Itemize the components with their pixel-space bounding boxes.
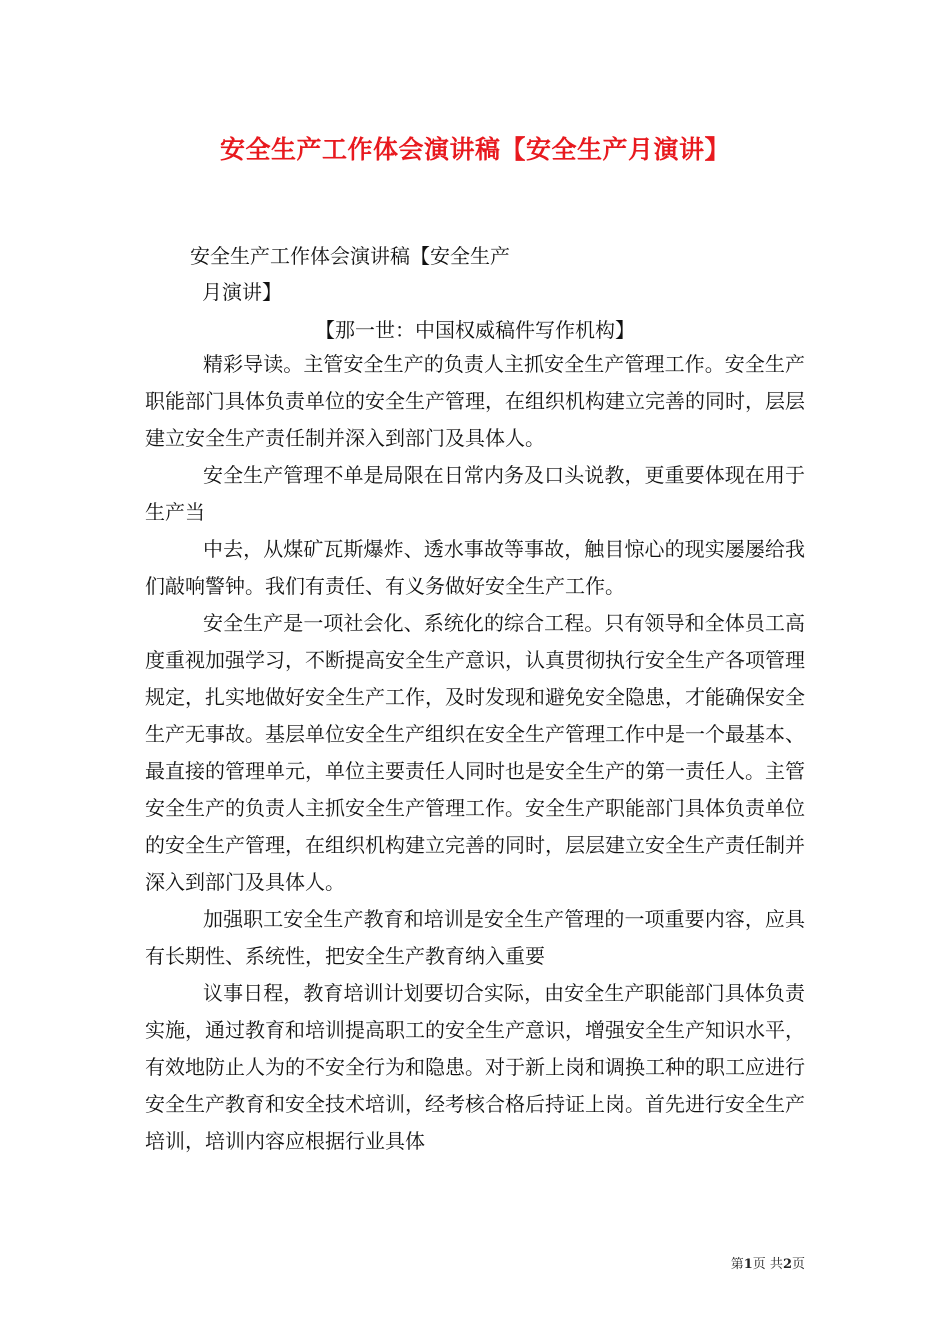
body-paragraph: 议事日程，教育培训计划要切合实际，由安全生产职能部门具体负责实施，通过教育和培训提高职工的安全生产意识，增强安全生产知识水平，有效地防止人为的不安全行为和隐患。对于新上岗和调换工种的职工应进行安全生产教育和安全技术培训，经考核合格后持证上岗。首先进行安全生产培训，培训内容应根据行业具体 [145, 981, 805, 1153]
footer-prefix: 第 [730, 1257, 744, 1272]
body-paragraph: 加强职工安全生产教育和培训是安全生产管理的一项重要内容，应具有长期性、系统性，把安全生产教育纳入重要 [145, 907, 805, 968]
subtitle-line-1: 安全生产工作体会演讲稿【安全生产 [190, 244, 510, 268]
document-body [145, 346, 805, 1160]
footer-current-page: 1 [743, 1257, 753, 1272]
body-paragraph: 安全生产管理不单是局限在日常内务及口头说教，更重要体现在用于生产当 [145, 463, 805, 524]
footer-suffix: 页 [791, 1257, 805, 1272]
page-footer [731, 1256, 805, 1274]
organization-line: 【那一世：中国权威稿件写作机构】 [315, 318, 635, 342]
document-title: 安全生产工作体会演讲稿【安全生产月演讲】 [219, 135, 730, 164]
body-paragraph: 中去，从煤矿瓦斯爆炸、透水事故等事故，触目惊心的现实屡屡给我们敲响警钟。我们有责任、有义务做好安全生产工作。 [145, 537, 805, 598]
subtitle-line-2: 月演讲】 [202, 280, 282, 304]
footer-total-pages: 2 [782, 1257, 792, 1272]
document-subtitle [190, 238, 510, 310]
body-paragraph: 安全生产是一项社会化、系统化的综合工程。只有领导和全体员工高度重视加强学习，不断提高安全生产意识，认真贯彻执行安全生产各项管理规定，扎实地做好安全生产工作，及时发现和避免安全隐患，才能确保安全生产无事故。基层单位安全生产组织在安全生产管理工作中是一个最基本、最直接的管理单元，单位主要责任人同时也是安全生产的第一责任人。主管安全生产的负责人主抓安全生产管理工作。安全生产职能部门具体负责单位的安全生产管理，在组织机构建立完善的同时，层层建立安全生产责任制并深入到部门及具体人。 [145, 611, 805, 894]
body-paragraph: 精彩导读。主管安全生产的负责人主抓安全生产管理工作。安全生产职能部门具体负责单位的安全生产管理，在组织机构建立完善的同时，层层建立安全生产责任制并深入到部门及具体人。 [145, 352, 805, 450]
footer-middle: 页 共 [752, 1257, 783, 1272]
